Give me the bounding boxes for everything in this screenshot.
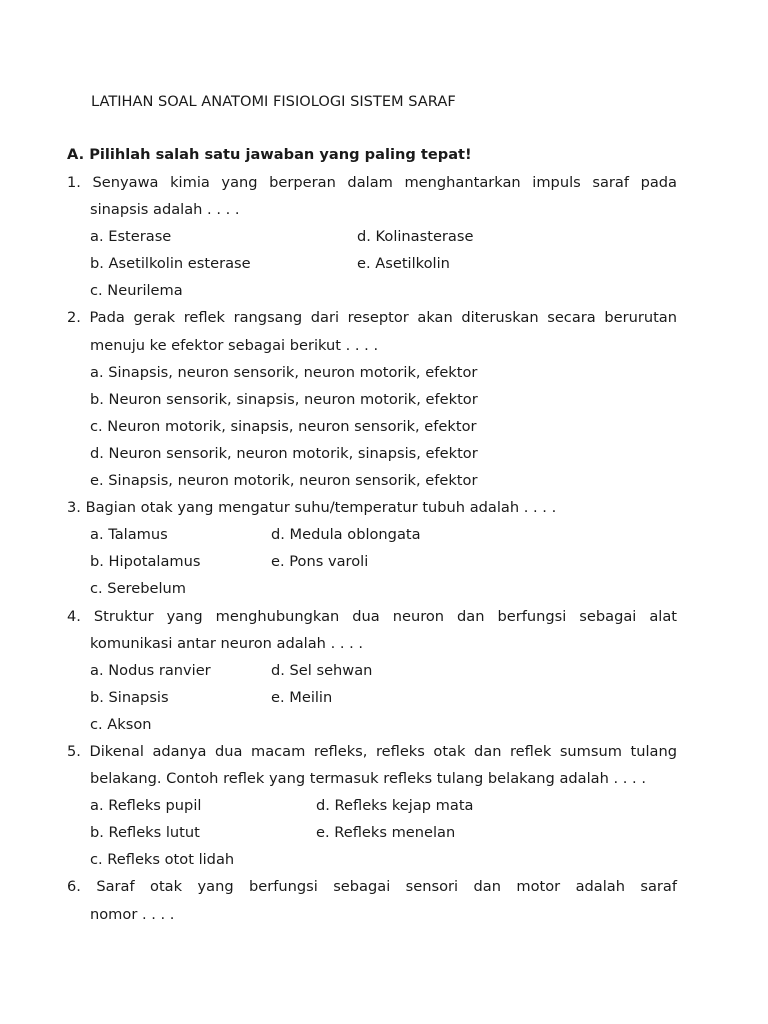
option-b: b. Neuron sensorik, sinapsis, neuron motorik, efektor xyxy=(90,390,478,408)
option-c: c. Akson xyxy=(90,715,152,733)
question-4-options-row-1 xyxy=(67,661,677,688)
option-d: d. Refleks kejap mata xyxy=(316,797,474,815)
question-6-text-cont: nomor . . . . xyxy=(90,905,175,923)
question-4-text: 4. Struktur yang menghubungkan dua neuron dan berfungsi sebagai alat xyxy=(67,607,677,625)
option-c: c. Refleks otot lidah xyxy=(90,851,235,869)
option-e: e. Refleks menelan xyxy=(316,824,456,842)
question-3-options-row-2 xyxy=(67,552,677,579)
option-e: e. Meilin xyxy=(271,688,333,706)
question-2-text-cont: menuju ke efektor sebagai berikut . . . . xyxy=(90,336,379,354)
question-3-text: 3. Bagian otak yang mengatur suhu/temperatur tubuh adalah . . . . xyxy=(67,499,557,517)
option-e: e. Asetilkolin xyxy=(357,255,450,273)
question-5-text-cont: belakang. Contoh reflek yang termasuk refleks tulang belakang adalah . . . . xyxy=(90,770,646,788)
option-a: a. Esterase xyxy=(90,228,172,246)
option-b: b. Sinapsis xyxy=(90,688,169,706)
question-3-options-row-1 xyxy=(67,525,677,552)
option-c: c. Serebelum xyxy=(90,580,186,598)
option-c: c. Neuron motorik, sinapsis, neuron sensorik, efektor xyxy=(90,417,477,435)
option-a: a. Nodus ranvier xyxy=(90,661,211,679)
page-title: LATIHAN SOAL ANATOMI FISIOLOGI SISTEM SARAF xyxy=(91,93,456,110)
option-a: a. Talamus xyxy=(90,526,168,544)
option-b: b. Refleks lutut xyxy=(90,824,200,842)
question-5-options-row-2 xyxy=(67,823,677,850)
option-d: d. Kolinasterase xyxy=(357,228,474,246)
question-5-text: 5. Dikenal adanya dua macam refleks, refleks otak dan reflek sumsum tulang xyxy=(67,742,677,760)
section-heading: A. Pilihlah salah satu jawaban yang paling tepat! xyxy=(67,146,472,163)
option-e: e. Sinapsis, neuron motorik, neuron sensorik, efektor xyxy=(90,472,478,490)
option-b: b. Asetilkolin esterase xyxy=(90,255,251,273)
question-5-options-row-1 xyxy=(67,796,677,823)
question-2-text: 2. Pada gerak reflek rangsang dari reseptor akan diteruskan secara berurutan xyxy=(67,309,677,327)
option-d: d. Neuron sensorik, neuron motorik, sinapsis, efektor xyxy=(90,444,478,462)
option-a: a. Refleks pupil xyxy=(90,797,202,815)
option-c: c. Neurilema xyxy=(90,282,183,300)
question-1-options-row-2 xyxy=(67,254,677,281)
option-a: a. Sinapsis, neuron sensorik, neuron motorik, efektor xyxy=(90,363,478,381)
question-6-text: 6. Saraf otak yang berfungsi sebagai sensori dan motor adalah saraf xyxy=(67,878,677,896)
question-1-text: 1. Senyawa kimia yang berperan dalam menghantarkan impuls saraf pada xyxy=(67,174,677,191)
option-d: d. Sel sehwan xyxy=(271,661,373,679)
question-1-options-row-1 xyxy=(67,227,677,254)
question-4-text-cont: komunikasi antar neuron adalah . . . . xyxy=(90,634,364,652)
option-b: b. Hipotalamus xyxy=(90,553,201,571)
question-list xyxy=(67,173,677,932)
option-d: d. Medula oblongata xyxy=(271,526,421,544)
option-e: e. Pons varoli xyxy=(271,553,369,571)
question-1-text-cont: sinapsis adalah . . . . xyxy=(90,201,240,219)
question-4-options-row-2 xyxy=(67,688,677,715)
